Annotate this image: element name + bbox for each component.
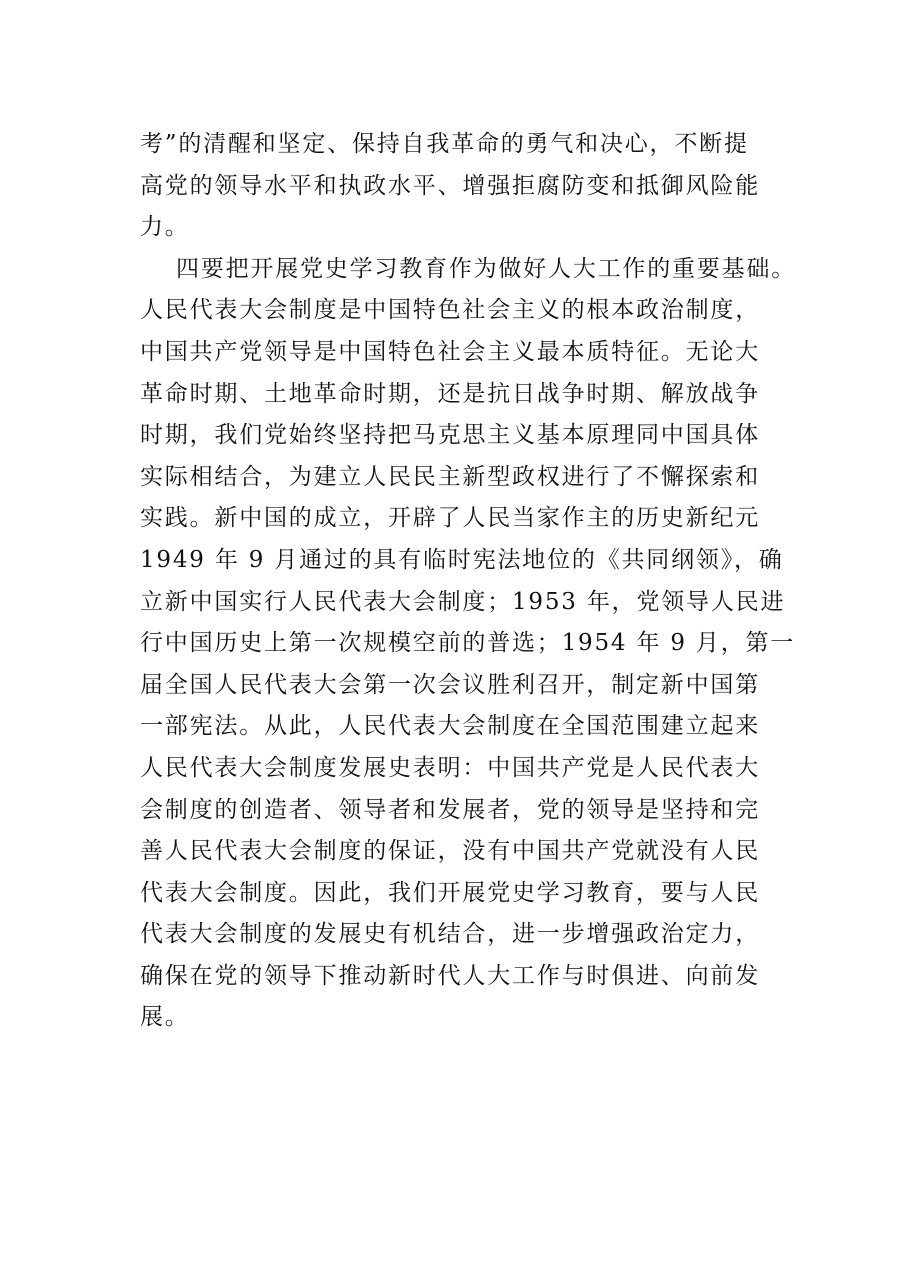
text-line: 确保在党的领导下推动新时代人大工作与时俱进、向前发 [140,962,760,989]
text-line: 展。 [140,1004,190,1031]
text-line: 高党的领导水平和执政水平、增强拒腐防变和抵御风险能 [140,172,760,199]
text-line: 力。 [140,214,190,241]
text-line: 行中国历史上第一次规模空前的普选；1954 年 9 月，第一 [140,630,796,657]
text-line: 立新中国实行人民代表大会制度；1953 年，党领导人民进 [140,588,786,615]
text-line: 实际相结合，为建立人民民主新型政权进行了不懈探索和 [140,463,760,490]
text-line: 届全国人民代表大会第一次会议胜利召开，制定新中国第 [140,671,760,698]
text-line: 考”的清醒和坚定、保持自我革命的勇气和决心，不断提 [140,131,749,157]
text-line: 实践。新中国的成立，开辟了人民当家作主的历史新纪元 [140,505,760,532]
text-line: 1949 年 9 月通过的具有临时宪法地位的《共同纲领》，确 [140,546,784,573]
text-line: 中国共产党领导是中国特色社会主义最本质特征。无论大 [140,338,760,365]
text-line: 人民代表大会制度发展史表明：中国共产党是人民代表大 [140,754,760,781]
text-line: 会制度的创造者、领导者和发展者，党的领导是坚持和完 [140,796,760,823]
text-line: 人民代表大会制度是中国特色社会主义的根本政治制度， [140,297,760,324]
text-line: 革命时期、土地革命时期，还是抗日战争时期、解放战争 [140,380,760,407]
body-text [140,124,796,1039]
paragraph-start-line: 四要把开展党史学习教育作为做好人大工作的重要基础。 [176,255,796,282]
text-line: 一部宪法。从此，人民代表大会制度在全国范围建立起来 [140,713,760,740]
text-line: 代表大会制度的发展史有机结合，进一步增强政治定力， [140,921,760,948]
text-line: 代表大会制度。因此，我们开展党史学习教育，要与人民 [140,879,760,906]
text-line: 善人民代表大会制度的保证，没有中国共产党就没有人民 [140,838,760,865]
text-line: 时期，我们党始终坚持把马克思主义基本原理同中国具体 [140,422,760,449]
